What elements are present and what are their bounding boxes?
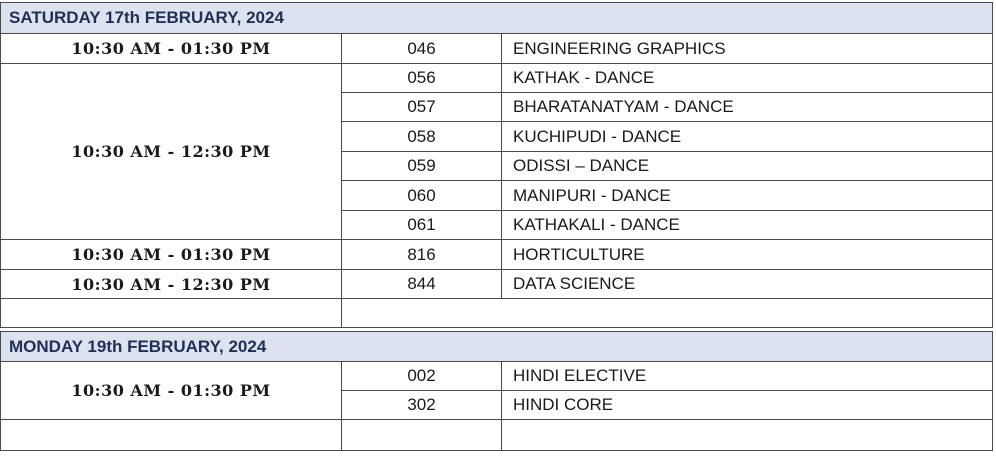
time-slot: 10:30 AM - 12:30 PM: [1, 64, 342, 240]
empty-cell: [342, 420, 502, 451]
empty-cell: [1, 420, 342, 451]
empty-cell: [1, 299, 342, 328]
subject-name: DATA SCIENCE: [502, 270, 993, 299]
subject-code: 056: [342, 64, 502, 93]
time-slot: 10:30 AM - 01:30 PM: [1, 362, 342, 420]
table-row: [1, 34, 993, 64]
section-date-header: MONDAY 19th FEBRUARY, 2024: [1, 332, 993, 362]
subject-name: KATHAK - DANCE: [502, 64, 993, 93]
subject-name: KATHAKALI - DANCE: [502, 211, 993, 240]
table-row-empty: [1, 299, 993, 328]
subject-code: 816: [342, 240, 502, 270]
time-slot: 10:30 AM - 01:30 PM: [1, 34, 342, 64]
subject-code: 302: [342, 391, 502, 420]
subject-code: 002: [342, 362, 502, 391]
subject-code: 046: [342, 34, 502, 64]
exam-schedule-table-saturday: [0, 2, 993, 328]
subject-code: 059: [342, 152, 502, 181]
empty-cell: [342, 299, 993, 328]
subject-code: 844: [342, 270, 502, 299]
exam-schedule-table-monday: [0, 331, 993, 451]
subject-name: HINDI ELECTIVE: [502, 362, 993, 391]
subject-name: ODISSI – DANCE: [502, 152, 993, 181]
table-row: [1, 240, 993, 270]
section-date-header: SATURDAY 17th FEBRUARY, 2024: [1, 3, 993, 34]
subject-code: 057: [342, 93, 502, 122]
table-row-empty: [1, 420, 993, 451]
empty-cell: [502, 420, 993, 451]
subject-name: HINDI CORE: [502, 391, 993, 420]
table-row: [1, 270, 993, 299]
subject-code: 061: [342, 211, 502, 240]
subject-name: MANIPURI - DANCE: [502, 181, 993, 211]
subject-name: KUCHIPUDI - DANCE: [502, 122, 993, 152]
subject-name: HORTICULTURE: [502, 240, 993, 270]
table-row: [1, 64, 993, 93]
subject-code: 058: [342, 122, 502, 152]
subject-code: 060: [342, 181, 502, 211]
subject-name: ENGINEERING GRAPHICS: [502, 34, 993, 64]
time-slot: 10:30 AM - 01:30 PM: [1, 240, 342, 270]
subject-name: BHARATANATYAM - DANCE: [502, 93, 993, 122]
time-slot: 10:30 AM - 12:30 PM: [1, 270, 342, 299]
table-row: [1, 362, 993, 391]
